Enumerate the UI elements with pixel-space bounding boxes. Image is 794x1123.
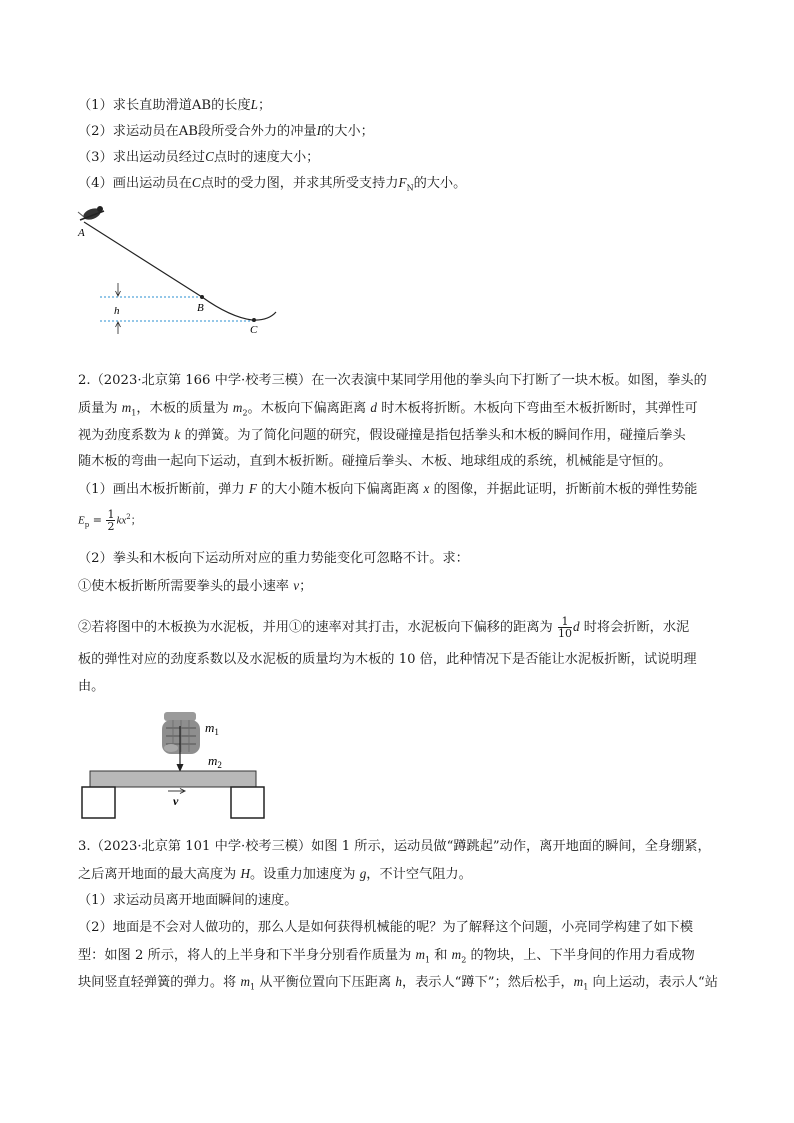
fist-board-figure: [80, 708, 270, 820]
q2-line2-a: 质量为: [78, 401, 122, 416]
var-F: F: [248, 481, 257, 496]
label-m2: $m_2$: [208, 753, 222, 770]
q2-line3: [78, 426, 686, 445]
q1-sub3-end: 点时的速度大小；: [213, 150, 320, 165]
right-support: [231, 787, 264, 818]
q2-c2-line2: 板的弹性对应的劲度系数以及水泥板的质量均为木板的 10 倍，此种情况下是否能让水泥板折断，试说明理: [78, 652, 697, 667]
q3-sub2-l2-c: 的物块，上、下半身间的作用力看成物: [466, 948, 695, 963]
q1-sub2-text: （2）求运动员在AB段所受合外力的冲量: [78, 124, 317, 139]
q3-sub2-line1: （2）地面是不会对人做功的，那么人是如何获得机械能的呢？为了解释这个问题，小亮同学构建了如下模: [78, 920, 694, 935]
label-h: h: [114, 305, 120, 317]
q1-sub3-text: （3）求出运动员经过: [78, 150, 206, 165]
q3-var-m2-sub: 2: [461, 955, 467, 965]
q1-sub1: [78, 96, 271, 115]
q2-c2-b: 时将会折断，水泥: [579, 620, 690, 635]
q3-sub2-line3: [78, 973, 718, 997]
q1-sub4-end: 的大小。: [413, 176, 467, 191]
q3-line1: 3.（2023·北京第 101 中学·校考三模）如图 1 所示，运动员做“蹲跳起”动作，离开地面的瞬间，全身绷紧，: [78, 839, 711, 854]
q1-sub2: [78, 122, 374, 141]
q2-line3-b: 的弹簧。为了简化问题的研究，假设碰撞是指包括拳头和木板的瞬间作用，碰撞后拳头: [180, 428, 686, 443]
q1-sub2-end: 的大小；: [321, 124, 374, 139]
var-m1: m: [121, 400, 132, 415]
q1-sub4: [78, 174, 466, 198]
var-m2: m: [232, 400, 243, 415]
q3-var-m1c: m: [573, 974, 584, 989]
c2-fraction: [558, 616, 572, 639]
var-FN: F: [398, 175, 407, 190]
q2-line3-a: 视为劲度系数为: [78, 428, 175, 443]
q3-var-m1b-sub: 1: [249, 982, 256, 992]
q3-sub2-l3-c: ，表示人“蹲下”；然后松手，: [401, 975, 574, 990]
q2-c2-line3: 由。: [78, 679, 105, 694]
q1-sub3: [78, 148, 319, 167]
label-C: C: [250, 324, 258, 336]
ski-slope-figure: [70, 200, 290, 340]
q3-line2-a: 之后离开地面的最大高度为: [78, 867, 241, 882]
var-g: g: [359, 866, 367, 881]
q2-formula: [78, 508, 142, 534]
q2-sub2: （2）拳头和木板向下运动所对应的重力势能变化可忽略不计。求：: [78, 551, 469, 566]
var-H: H: [240, 866, 250, 881]
formula-end: ；: [130, 513, 142, 527]
var-C: C: [205, 149, 214, 164]
var-d: d: [370, 400, 378, 415]
label-m1: $m_1$: [205, 720, 219, 737]
q2-c2: [78, 616, 689, 639]
q1-sub4-mid: 点时的受力图，并求其所受支持力: [200, 176, 399, 191]
c2-num: 1: [558, 616, 572, 628]
q3-var-m1: m: [415, 947, 425, 962]
q1-sub1-text: （1）求长直助滑道AB的长度: [78, 98, 251, 113]
q3-sub2-l3-d: 向上运动，表示人“站: [588, 975, 718, 990]
var-FN-sub: N: [406, 183, 414, 193]
q2-sub1-c: 的图像，并据此证明，折断前木板的弹性势能: [429, 482, 698, 497]
var-m1-sub: 1: [131, 408, 137, 418]
q2-sub1: [78, 480, 697, 499]
q3-sub2-line2: [78, 946, 695, 970]
q2-line4: 随木板的弯曲一起向下运动，直到木板折断。碰撞后拳头、木板、地球组成的系统，机械能是守恒的。: [78, 454, 672, 469]
q3-line2-c: ，不计空气阻力。: [366, 867, 472, 882]
formula-sup: 2: [126, 513, 131, 521]
c2-den: 10: [557, 627, 572, 640]
label-A: A: [78, 227, 85, 239]
q3-line2-b: 。设重力加速度为: [249, 867, 360, 882]
var-C2: C: [191, 175, 201, 190]
point-C: [252, 318, 256, 322]
q2-sub1-a: （1）画出木板折断前，弹力: [78, 482, 249, 497]
var-m2-sub: 2: [242, 408, 248, 418]
wooden-board: [90, 771, 256, 787]
skier-icon: [78, 206, 104, 222]
q2-line2-c: 。木板向下偏离距离: [247, 401, 371, 416]
q3-var-m1c-sub: 1: [583, 982, 589, 992]
q3-var-m1-sub: 1: [425, 955, 431, 965]
var-v: v: [293, 578, 300, 593]
q2-c1-b: ；: [299, 579, 313, 594]
q3-sub1: （1）求运动员离开地面瞬间的速度。: [78, 893, 298, 908]
q2-line2-b: ，木板的质量为: [136, 401, 233, 416]
formula-num: 1: [107, 508, 115, 522]
left-support: [82, 787, 115, 818]
q1-sub4-text: （4）画出运动员在: [78, 176, 192, 191]
label-B: B: [197, 302, 204, 314]
label-v: v: [173, 794, 179, 808]
q2-c1: [78, 577, 312, 596]
formula-half-fraction: [106, 509, 115, 532]
formula-E-sub: p: [84, 520, 90, 529]
point-B: [200, 295, 204, 299]
q3-sub2-l2-b: 和: [430, 948, 452, 963]
formula-E: E: [78, 514, 85, 527]
var-L: L: [250, 97, 259, 112]
formula-den: 2: [107, 520, 115, 534]
fist-icon: [162, 712, 200, 754]
q3-sub2-l3-a: 块间竖直轻弹簧的弹力。将: [78, 975, 241, 990]
q2-c2-a: ②若将图中的木板换为水泥板，并用①的速率对其打击，水泥板向下偏移的距离为: [78, 620, 557, 635]
slope-curve: [84, 222, 276, 320]
q3-sub2-l2-a: 型：如图 2 所示，将人的上半身和下半身分别看作质量为: [78, 948, 416, 963]
q2-sub1-b: 的大小随木板向下偏离距离: [256, 482, 424, 497]
q3-sub2-l3-b: 从平衡位置向下压距离: [255, 975, 396, 990]
formula-kx: kx: [116, 514, 127, 527]
var-I: I: [316, 123, 322, 138]
q2-line2: [78, 399, 698, 423]
q2-c1-a: ①使木板折断所需要拳头的最小速率: [78, 579, 294, 594]
q1-sub1-end: ；: [258, 98, 272, 113]
q2-line1: 2.（2023·北京第 166 中学·校考三模）在一次表演中某同学用他的拳头向下打断了一块木板。如图，拳头的: [78, 373, 707, 388]
q3-var-h: h: [395, 974, 402, 989]
c2-var-d: d: [572, 619, 580, 634]
q3-var-m1b: m: [240, 974, 250, 989]
q3-var-m2: m: [451, 947, 462, 962]
q3-line2: [78, 865, 472, 884]
formula-eq: =: [89, 513, 106, 527]
var-x: x: [423, 481, 430, 496]
var-k: k: [174, 427, 181, 442]
q2-line2-d: 时木板将折断。木板向下弯曲至木板折断时，其弹性可: [377, 401, 698, 416]
